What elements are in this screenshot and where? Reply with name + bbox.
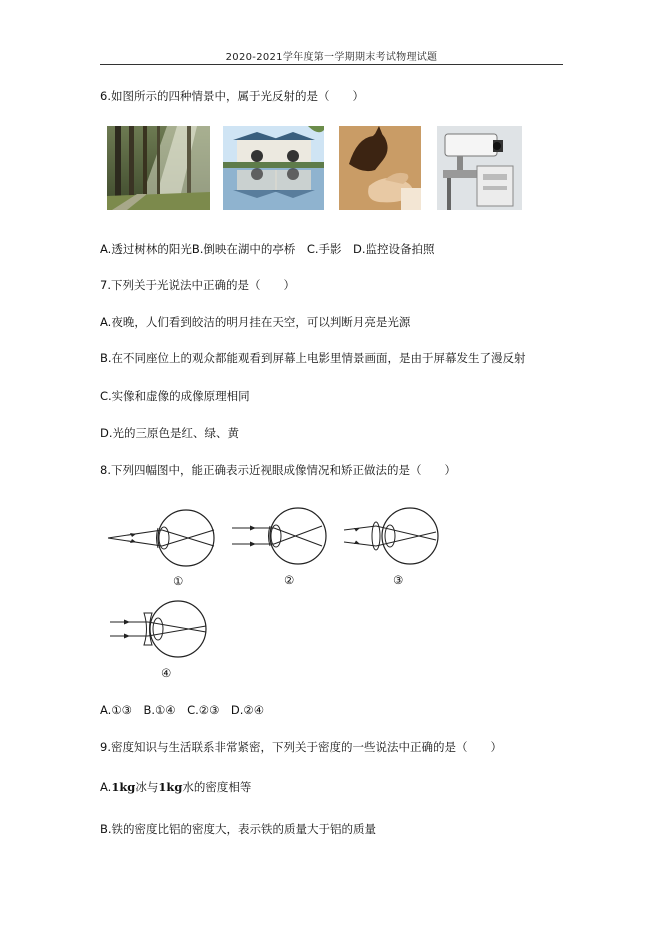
q7-option-c: C.实像和虚像的成像原理相同 [100, 389, 250, 403]
header-divider [100, 64, 563, 65]
q7-stem: 7.下列关于光说法中正确的是（ ） [100, 278, 295, 292]
q6-image-forest-sunlight [107, 126, 210, 210]
page-header: 2020-2021学年度第一学期期末考试物理试题 [225, 52, 438, 63]
q9-option-a-suffix: 水的密度相等 [182, 780, 252, 794]
eye-diagram-1 [106, 508, 218, 568]
q6-image-pavilion-reflection [223, 126, 324, 210]
q7-option-b: B.在不同座位上的观众都能观看到屏幕上电影里情景画面，是由于屏幕发生了漫反射 [100, 351, 526, 365]
eye-diagram-label-1: ① [173, 574, 184, 588]
q8-options: A.①③ B.①④ C.②③ D.②④ [100, 703, 265, 717]
q8-stem: 8.下列四幅图中，能正确表示近视眼成像情况和矫正做法的是（ ） [100, 463, 456, 477]
q9-stem: 9.密度知识与生活联系非常紧密，下列关于密度的一些说法中正确的是（ ） [100, 740, 502, 754]
q9-option-b: B.铁的密度比铝的密度大，表示铁的质量大于铝的质量 [100, 822, 377, 836]
q6-stem: 6.如图所示的四种情景中，属于光反射的是（ ） [100, 89, 364, 103]
eye-diagram-3 [342, 506, 442, 566]
eye-diagram-label-4: ④ [161, 666, 172, 680]
q6-image-hand-shadow [339, 126, 421, 210]
eye-diagram-2 [230, 506, 330, 566]
q9-option-a-mass-2: 1kg [158, 780, 183, 794]
q9-option-a-prefix: A. [100, 780, 112, 794]
eye-diagram-4 [108, 598, 210, 660]
q7-option-d: D.光的三原色是红、绿、黄 [100, 426, 240, 440]
eye-diagram-label-3: ③ [393, 573, 404, 587]
q9-option-a-mass-1: 1kg [111, 780, 136, 794]
eye-diagram-label-2: ② [284, 573, 295, 587]
q9-option-a [100, 779, 251, 795]
q6-image-surveillance-camera [437, 126, 522, 210]
q9-option-a-mid: 冰与 [135, 780, 159, 794]
q6-options: A.透过树林的阳光B.倒映在湖中的亭桥 C.手影 D.监控设备拍照 [100, 242, 435, 256]
q7-option-a: A.夜晚，人们看到皎洁的明月挂在天空，可以判断月亮是光源 [100, 315, 411, 329]
